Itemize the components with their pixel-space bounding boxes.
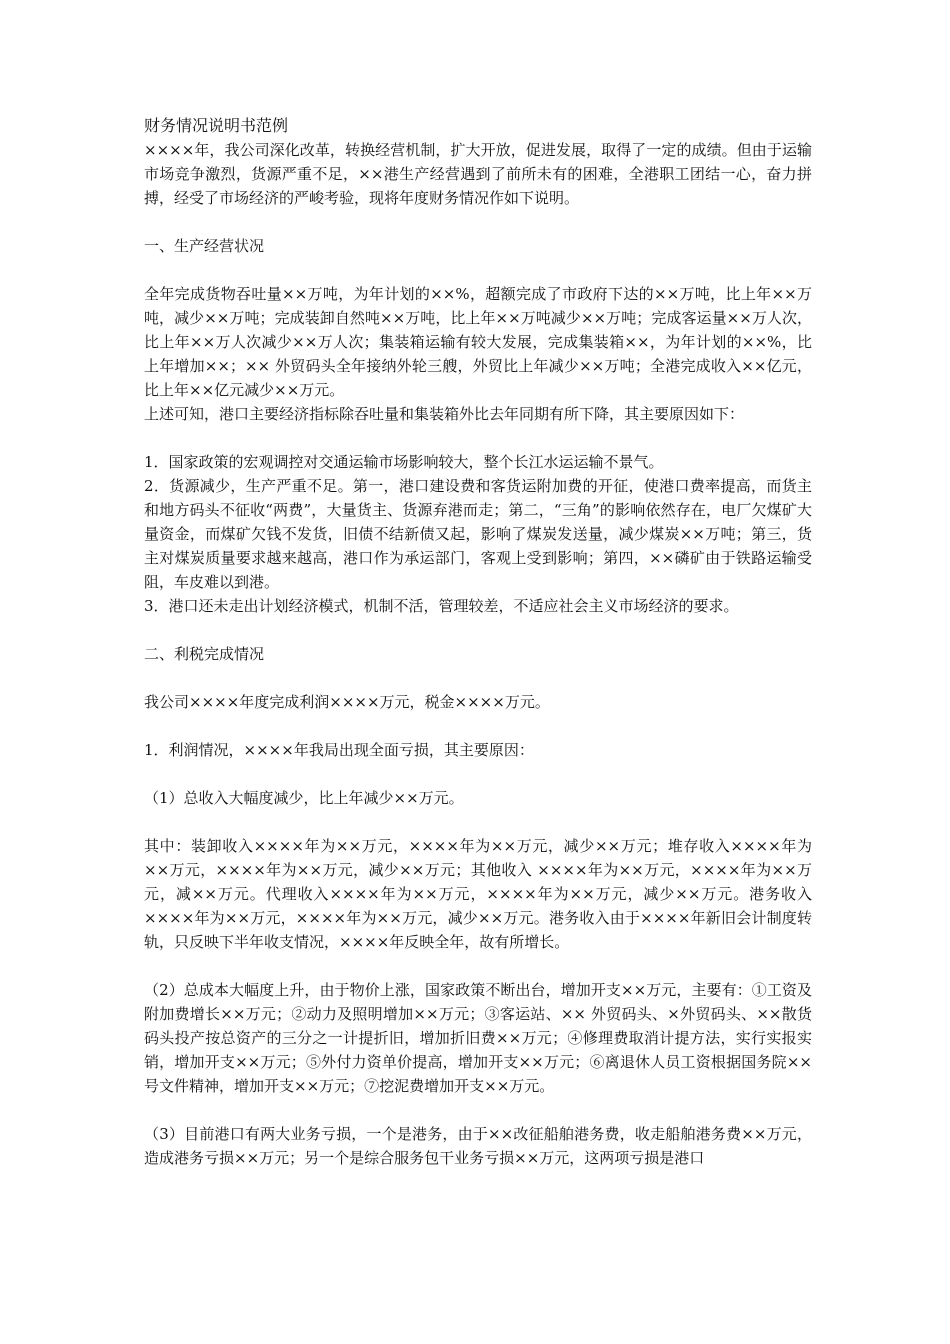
item-1-body: 其中：装卸收入××××年为××万元，××××年为××万元，减少××万元；堆存收入××××年为××万元，××××年为××万元，减少××万元；其他收入 ××××年为××万元，××××年为××万元，减××万元。代理收入××××年为××万元，××××年为××万元，减少××万元。港务收入××××年为××万元，××××年为××万元，减少××万元。港务收入由于××××年新旧会计制度转轨，只反映下半年收支情况，××××年反映全年，故有所增长。 [144, 837, 812, 951]
reasons-intro: 上述可知，港口主要经济指标除吞吐量和集装箱外比去年同期有所下降，其主要原因如下： [144, 405, 745, 423]
intro-paragraph: ××××年，我公司深化改革，转换经营机制，扩大开放，促进发展，取得了一定的成绩。但由于运输市场竞争激烈，货源严重不足，××港生产经营遇到了前所未有的困难，全港职工团结一心，奋力拼搏，经受了市场经济的严峻考验，现将年度财务情况作如下说明。 [144, 141, 812, 207]
spacer [144, 618, 812, 642]
spacer [144, 954, 812, 978]
section-1-heading: 一、生产经营状况 [144, 237, 265, 255]
spacer [144, 258, 812, 282]
section-2-heading: 二、利税完成情况 [144, 645, 265, 663]
spacer [144, 666, 812, 690]
spacer [144, 714, 812, 738]
item-3: （3）目前港口有两大业务亏损，一个是港务，由于××改征船舶港务费，收走船舶港务费××万元，造成港务亏损××万元；另一个是综合服务包干业务亏损××万元，这两项亏损是港口 [144, 1125, 812, 1167]
spacer [144, 762, 812, 786]
reason-3: 3．港口还未走出计划经济模式，机制不活，管理较差，不适应社会主义市场经济的要求。 [144, 597, 739, 615]
spacer [144, 810, 812, 834]
profit-heading: 1．利润情况，××××年我局出现全面亏损，其主要原因： [144, 741, 534, 759]
document-body [144, 114, 812, 1170]
profit-tax-summary: 我公司××××年度完成利润××××万元，税金××××万元。 [144, 693, 550, 711]
item-1-heading: （1）总收入大幅度减少，比上年减少××万元。 [144, 789, 464, 807]
spacer [144, 210, 812, 234]
document-title: 财务情况说明书范例 [144, 116, 289, 135]
reason-1: 1．国家政策的宏观调控对交通运输市场影响较大，整个长江水运运输不景气。 [144, 453, 664, 471]
item-2: （2）总成本大幅度上升，由于物价上涨，国家政策不断出台，增加开支××万元，主要有：①工资及附加费增长××万元；②动力及照明增加××万元；③客运站、×× 外贸码头、×外贸码头、××散货码头投产按总资产的三分之一计提折旧，增加折旧费××万元；④修理费取消计提方法，实行实报实销，增加开支××万元；⑤外付力资单价提高，增加开支××万元；⑥离退休人员工资根据国务院××号文件精神，增加开支××万元；⑦挖泥费增加开支××万元。 [144, 981, 812, 1095]
spacer [144, 426, 812, 450]
reason-2: 2．货源减少，生产严重不足。第一，港口建设费和客货运附加费的开征，使港口费率提高，而货主和地方码头不征收“两费”，大量货主、货源弃港而走；第二，“三角”的影响依然存在，电厂欠煤矿大量资金，而煤矿欠钱不发货，旧债不结新债又起，影响了煤炭发送量，减少煤炭××万吨；第三，货主对煤炭质量要求越来越高，港口作为承运部门，客观上受到影响；第四，××磷矿由于铁路运输受阻，车皮难以到港。 [144, 477, 812, 591]
production-paragraph: 全年完成货物吞吐量××万吨，为年计划的××%，超额完成了市政府下达的××万吨，比上年××万吨，减少××万吨；完成装卸自然吨××万吨，比上年××万吨减少××万吨；完成客运量××万人次，比上年××万人次减少××万人次；集装箱运输有较大发展，完成集装箱××，为年计划的××%，比上年增加××；×× 外贸码头全年接纳外轮三艘，外贸比上年减少××万吨；全港完成收入××亿元，比上年××亿元减少××万元。 [144, 285, 812, 399]
spacer [144, 1098, 812, 1122]
